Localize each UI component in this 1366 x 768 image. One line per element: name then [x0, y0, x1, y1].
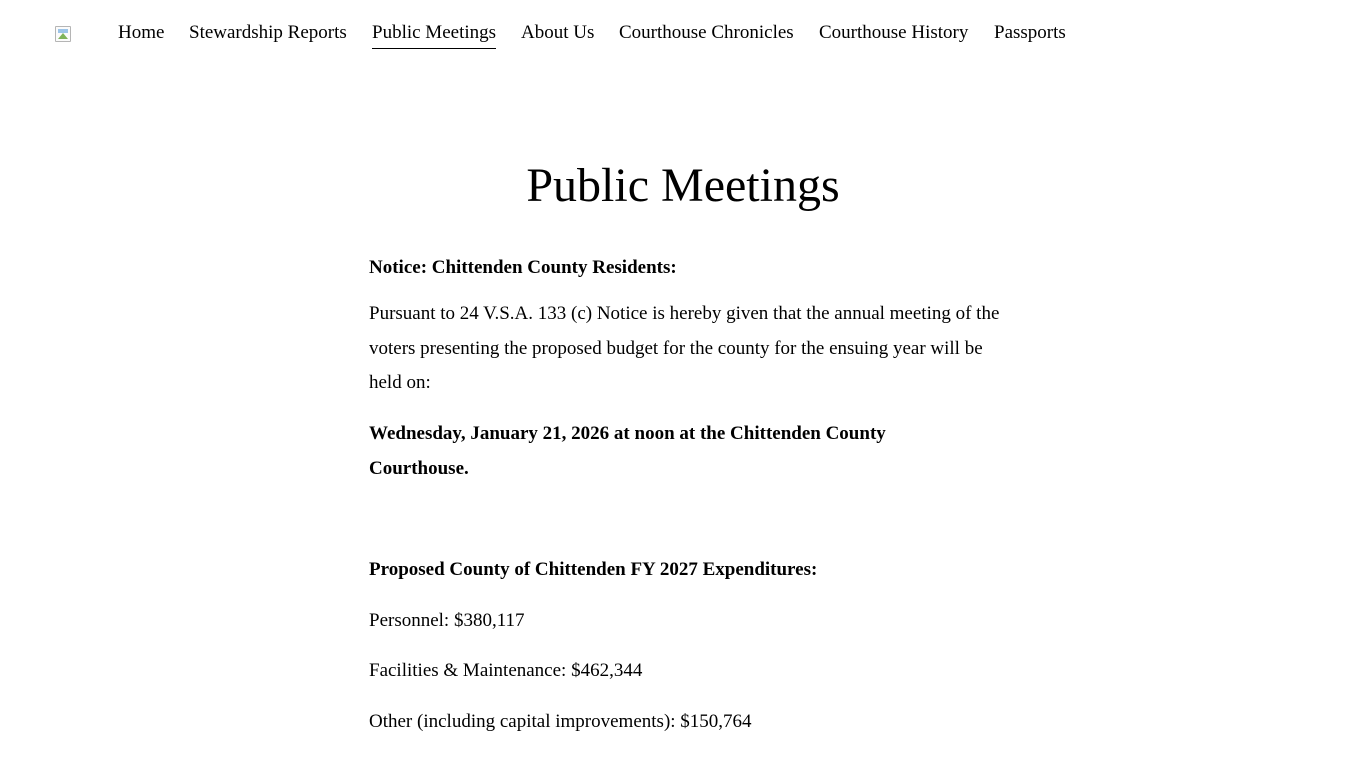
nav-about-us-link[interactable]: About Us — [521, 22, 595, 43]
page-title: Public Meetings — [526, 159, 840, 212]
notice-body-text: Pursuant to 24 V.S.A. 133 (c) Notice is hereby given that the annual meeting of the voters presenting the proposed budget for the county for the ensuing year will be held on: — [369, 303, 1000, 393]
nav-courthouse-chronicles-link[interactable]: Courthouse Chronicles — [619, 22, 794, 43]
image-mountain-shape — [58, 33, 68, 39]
expenditure-personnel: Personnel: $380,117 — [369, 610, 525, 631]
nav-courthouse-history-link[interactable]: Courthouse History — [819, 22, 969, 43]
expenditure-other: Other (including capital improvements): $150,764 — [369, 711, 752, 732]
nav-stewardship-reports-link[interactable]: Stewardship Reports — [189, 22, 347, 43]
nav-home-link[interactable]: Home — [118, 22, 165, 43]
expenditures-heading: Proposed County of Chittenden FY 2027 Expenditures: — [369, 559, 818, 580]
nav-passports-link[interactable]: Passports — [994, 22, 1066, 43]
top-navigation — [0, 0, 1366, 66]
meeting-date-text: Wednesday, January 21, 2026 at noon at the Chittenden County Courthouse. — [369, 423, 886, 479]
expenditure-facilities: Facilities & Maintenance: $462,344 — [369, 660, 643, 681]
broken-image-logo-icon[interactable] — [55, 26, 71, 42]
notice-heading: Notice: Chittenden County Residents: — [369, 257, 677, 278]
nav-public-meetings-link[interactable]: Public Meetings — [372, 20, 496, 49]
